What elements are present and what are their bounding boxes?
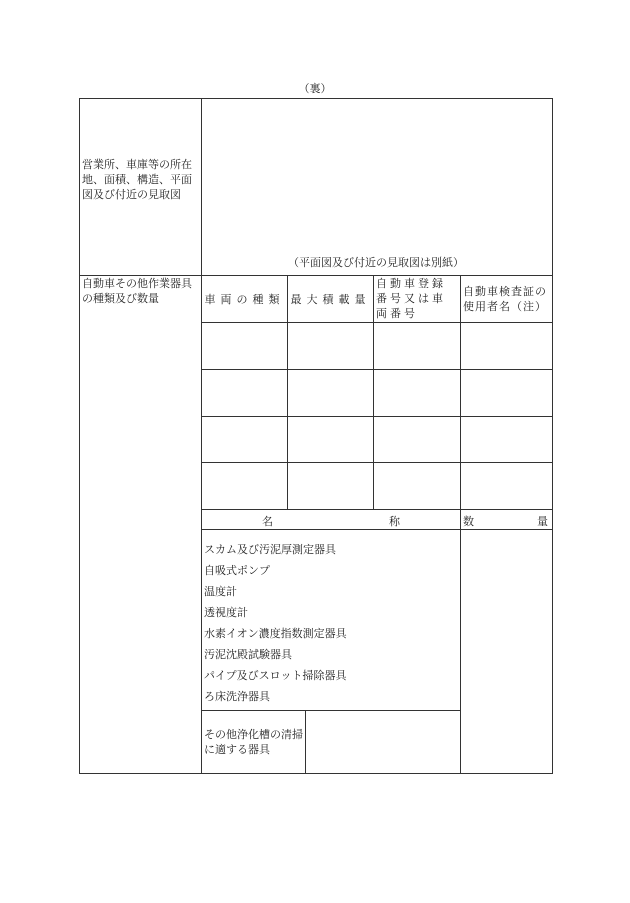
name-header-char-1: 名 bbox=[262, 515, 273, 528]
vehicle-label-cell bbox=[80, 276, 202, 774]
qty-header-char-2: 量 bbox=[537, 515, 548, 528]
site-label: 営業所、車庫等の所在地、面積、構造、平面図及び付近の見取図 bbox=[82, 158, 192, 201]
equipment-item: 汚泥沈殿試験器具 bbox=[204, 648, 292, 661]
other-equipment-label: その他浄化槽の清掃に適する器具 bbox=[204, 728, 303, 756]
max-load-cell[interactable] bbox=[288, 370, 374, 417]
equipment-item: 水素イオン濃度指数測定器具 bbox=[204, 627, 347, 640]
vehicle-type-cell[interactable] bbox=[202, 417, 288, 463]
equipment-name-header bbox=[202, 510, 461, 530]
qty-header-char-1: 数 bbox=[463, 515, 474, 528]
site-note: （平面図及び付近の見取図は別紙） bbox=[288, 256, 464, 269]
vehicle-type-header: 車両の種類 bbox=[202, 276, 288, 323]
inspection-user-cell[interactable] bbox=[461, 370, 553, 417]
max-load-cell[interactable] bbox=[288, 417, 374, 463]
vehicle-type-cell[interactable] bbox=[202, 463, 288, 510]
equipment-list bbox=[204, 539, 458, 707]
equipment-item: スカム及び汚泥厚測定器具 bbox=[204, 543, 336, 556]
max-load-cell[interactable] bbox=[288, 323, 374, 370]
vehicle-label: 自動車その他作業器具の種類及び数量 bbox=[82, 277, 192, 305]
name-header-char-2: 称 bbox=[389, 515, 400, 528]
vehicle-type-cell[interactable] bbox=[202, 323, 288, 370]
equipment-item: パイプ及びスロット掃除器具 bbox=[204, 669, 347, 682]
inspection-user-cell[interactable] bbox=[461, 463, 553, 510]
registration-number-cell[interactable] bbox=[374, 417, 461, 463]
inspection-user-header: 自動車検査証の使用者名（注） bbox=[461, 276, 553, 323]
equipment-item: 温度計 bbox=[204, 585, 237, 598]
registration-number-cell[interactable] bbox=[374, 463, 461, 510]
other-equipment-input-cell[interactable] bbox=[306, 711, 461, 774]
equipment-list-cell bbox=[202, 530, 461, 711]
application-form-table bbox=[79, 98, 553, 774]
other-equipment-label-cell bbox=[202, 711, 306, 774]
equipment-qty-cell[interactable] bbox=[461, 530, 553, 774]
max-load-header: 最大積載量 bbox=[288, 276, 374, 323]
registration-number-header: 自動車登録番号又は車両番号 bbox=[374, 276, 461, 323]
equipment-item: 透視度計 bbox=[204, 606, 248, 619]
registration-number-cell[interactable] bbox=[374, 370, 461, 417]
equipment-item: 自吸式ポンプ bbox=[204, 564, 270, 577]
inspection-user-cell[interactable] bbox=[461, 417, 553, 463]
equipment-qty-header bbox=[461, 510, 553, 530]
site-drawing-area[interactable] bbox=[202, 99, 553, 276]
site-row bbox=[80, 99, 553, 276]
max-load-cell[interactable] bbox=[288, 463, 374, 510]
site-label-cell bbox=[80, 99, 202, 276]
registration-number-cell[interactable] bbox=[374, 323, 461, 370]
page-label: （裏） bbox=[298, 82, 332, 95]
vehicle-header-row bbox=[80, 276, 553, 323]
equipment-item: ろ床洗浄器具 bbox=[204, 690, 270, 703]
vehicle-type-cell[interactable] bbox=[202, 370, 288, 417]
inspection-user-cell[interactable] bbox=[461, 323, 553, 370]
